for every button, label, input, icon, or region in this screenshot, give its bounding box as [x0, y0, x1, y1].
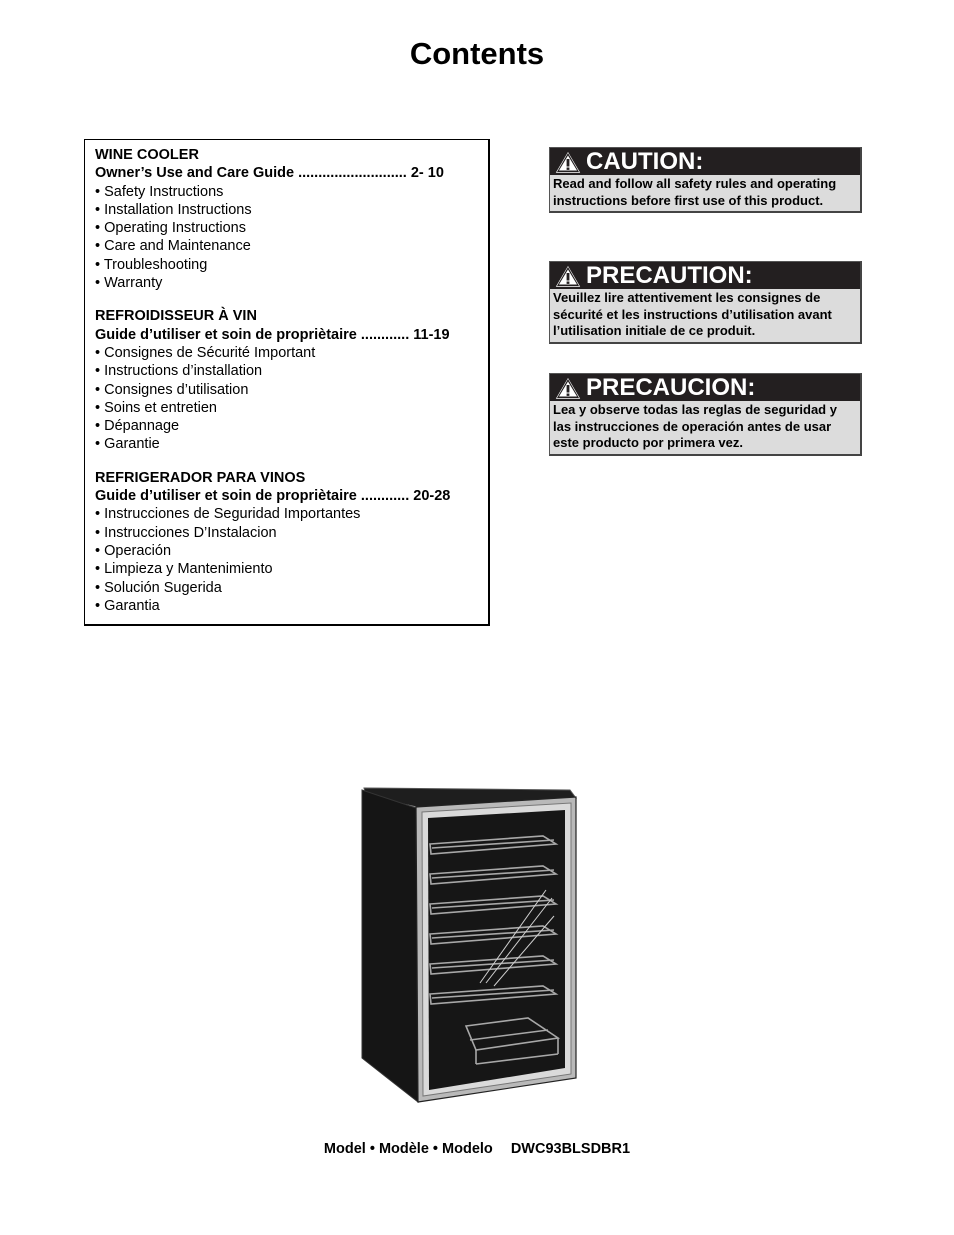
toc-section-french: [95, 307, 488, 453]
warning-triangle-icon: [553, 375, 583, 401]
list-item: • Safety Instructions: [95, 183, 488, 201]
list-item: • Warranty: [95, 274, 488, 292]
caution-box: [549, 147, 862, 213]
model-line: [0, 1141, 954, 1157]
list-item: • Garantia: [95, 597, 488, 615]
list-item: • Operación: [95, 542, 488, 560]
list-item: • Instructions d’installation: [95, 362, 488, 380]
toc-section-spanish: [95, 469, 488, 615]
guide-page-range: Guide d’utiliser et soin de propriètaire ............ 11-19: [95, 326, 450, 343]
list-item: • Limpieza y Mantenimiento: [95, 560, 488, 578]
list-item: • Consignes d’utilisation: [95, 381, 488, 399]
guide-page-range: Owner’s Use and Care Guide ........................... 2- 10: [95, 165, 444, 182]
list-item: • Installation Instructions: [95, 201, 488, 219]
list-item: • Solución Sugerida: [95, 579, 488, 597]
list-item: • Care and Maintenance: [95, 237, 488, 255]
precaucion-box: [549, 373, 862, 456]
list-item: • Dépannage: [95, 417, 488, 435]
model-number: DWC93BLSDBR1: [510, 1141, 631, 1157]
precaution-box: [549, 261, 862, 344]
warning-triangle-icon: [553, 263, 583, 289]
list-item: • Instrucciones de Seguridad Importantes: [95, 505, 488, 523]
list-item: • Consignes de Sécurité Important: [95, 344, 488, 362]
list-item: • Operating Instructions: [95, 219, 488, 237]
contents-box: [84, 139, 490, 626]
warning-label: PRECAUTION:: [586, 261, 753, 289]
warning-triangle-icon: [553, 149, 583, 175]
list-item: • Garantie: [95, 435, 488, 453]
section-heading: REFRIGERADOR PARA VINOS: [95, 469, 306, 486]
toc-section-english: [95, 146, 488, 292]
page-title: Contents: [409, 36, 545, 71]
list-item: • Troubleshooting: [95, 256, 488, 274]
wine-cooler-illustration: [358, 778, 582, 1104]
section-heading: WINE COOLER: [95, 147, 199, 163]
precaution-header: [550, 262, 860, 289]
warning-text: Lea y observe todas las reglas de seguridad y las instrucciones de operación antes de usar este producto por primera vez.: [553, 402, 837, 450]
section-heading: REFROIDISSEUR À VIN: [95, 308, 257, 325]
guide-page-range: Guide d’utiliser et soin de propriètaire ............ 20-28: [95, 488, 451, 505]
warning-label: PRECAUCION:: [586, 373, 756, 401]
list-item: • Instrucciones D’Instalacion: [95, 524, 488, 542]
warning-label: CAUTION:: [586, 147, 704, 175]
precaucion-header: [550, 374, 860, 401]
warning-text: Read and follow all safety rules and operating instructions before first use of this product.: [553, 176, 837, 208]
list-item: • Soins et entretien: [95, 399, 488, 417]
model-label: Model • Modèle • Modelo: [323, 1141, 493, 1157]
caution-header: [550, 148, 860, 175]
warning-text: Veuillez lire attentivement les consignes de sécurité et les instructions d’utilisation avant l’utilisation initiale de ce produit.: [553, 290, 832, 338]
